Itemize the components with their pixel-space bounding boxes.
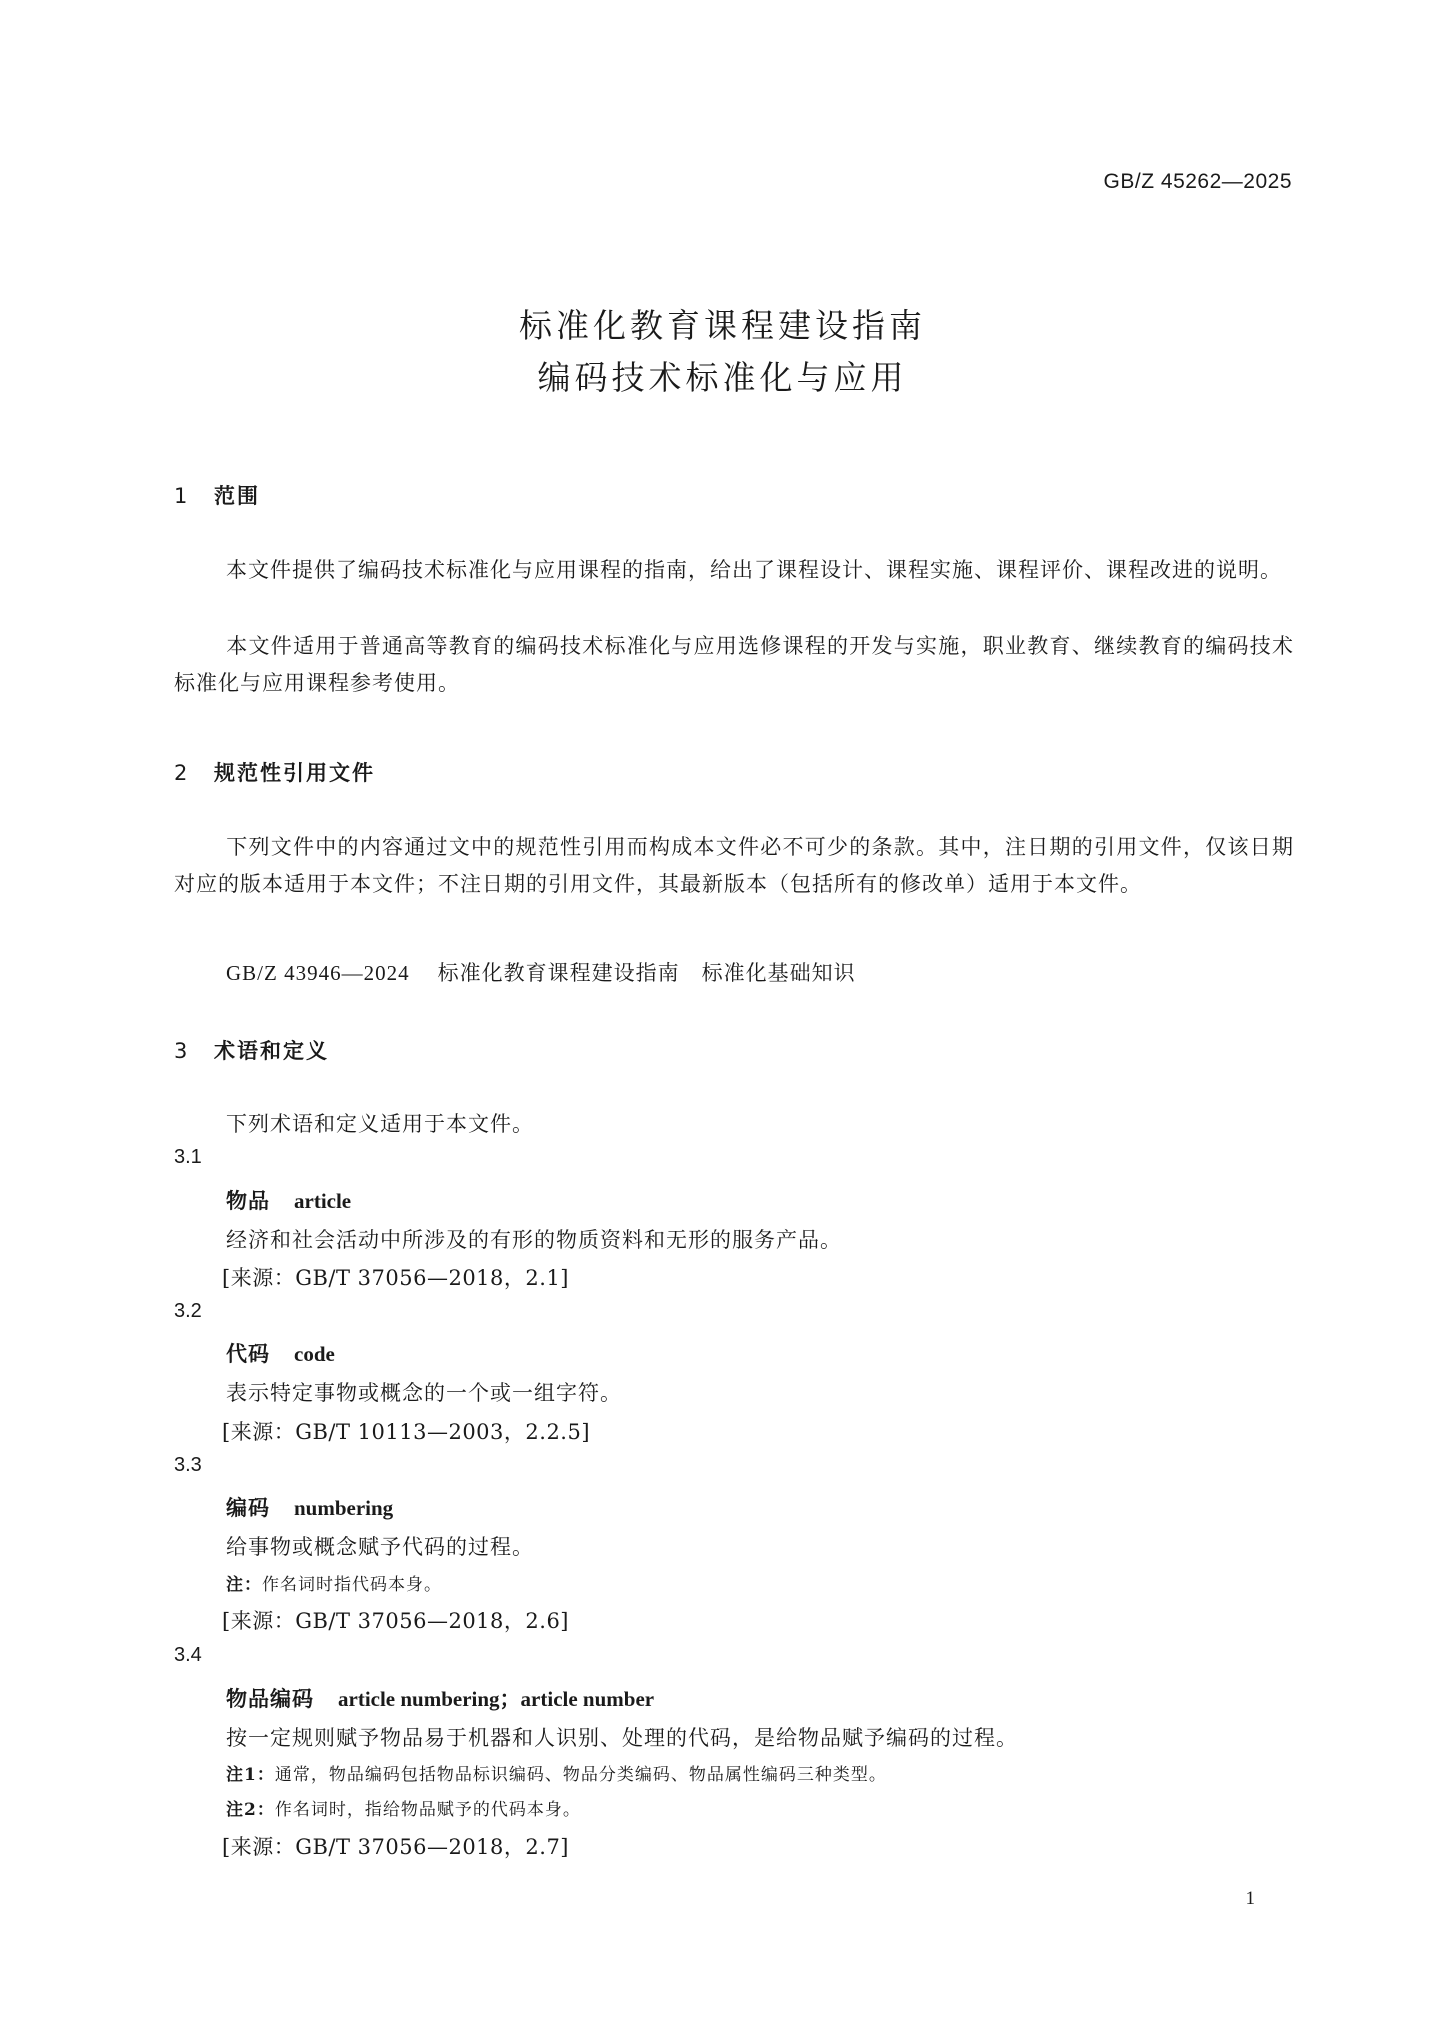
term-source: [来源：GB/T 37056—2018，2.7]	[222, 1835, 569, 1859]
note-label: 注2：	[226, 1800, 275, 1820]
section-title: 术语和定义	[214, 1039, 329, 1063]
term-entry	[226, 1492, 393, 1522]
section-1-paragraph-2	[174, 628, 1294, 702]
term-number: 3.3	[174, 1454, 202, 1476]
normative-reference	[226, 957, 856, 987]
term-definition: 给事物或概念赋予代码的过程。	[226, 1535, 534, 1559]
reference-code: GB/Z 43946—2024	[226, 961, 410, 985]
term-zh: 编码	[226, 1495, 270, 1520]
term-source: [来源：GB/T 37056—2018，2.1]	[222, 1266, 569, 1290]
term-number: 3.1	[174, 1146, 202, 1168]
section-number: 2	[174, 761, 190, 785]
paragraph-text: 本文件提供了编码技术标准化与应用课程的指南，给出了课程设计、课程实施、课程评价、课程改进的说明。	[226, 558, 1282, 582]
section-1-heading	[174, 480, 260, 510]
note-label: 注：	[226, 1575, 262, 1595]
paragraph-text: 下列文件中的内容通过文中的规范性引用而构成本文件必不可少的条款。其中，注日期的引用文件，仅该日期对应的版本适用于本文件；不注日期的引用文件，其最新版本（包括所有的修改单）适用于本文件。	[174, 835, 1294, 896]
note-text: 作名词时，指给物品赋予的代码本身。	[274, 1800, 581, 1820]
section-title: 范围	[214, 484, 260, 508]
term-source: [来源：GB/T 37056—2018，2.6]	[222, 1609, 569, 1633]
term-note	[226, 1570, 442, 1595]
term-entry	[226, 1683, 654, 1713]
standard-code: GB/Z 45262—2025	[1103, 170, 1292, 193]
term-note-2	[226, 1795, 581, 1820]
term-entry	[226, 1338, 335, 1368]
paragraph-text: 本文件适用于普通高等教育的编码技术标准化与应用选修课程的开发与实施，职业教育、继续教育的编码技术标准化与应用课程参考使用。	[174, 634, 1294, 695]
note-text: 作名词时指代码本身。	[262, 1575, 442, 1595]
reference-title: 标准化教育课程建设指南 标准化基础知识	[437, 961, 856, 985]
section-2-heading	[174, 757, 375, 787]
note-text: 通常，物品编码包括物品标识编码、物品分类编码、物品属性编码三种类型。	[274, 1765, 887, 1785]
section-3-intro: 下列术语和定义适用于本文件。	[226, 1112, 534, 1136]
term-number: 3.4	[174, 1644, 202, 1666]
term-zh: 物品编码	[226, 1686, 314, 1711]
section-2-paragraph-1	[174, 829, 1294, 903]
term-definition: 按一定规则赋予物品易于机器和人识别、处理的代码，是给物品赋予编码的过程。	[226, 1726, 1018, 1750]
term-en: article numbering；article number	[338, 1687, 655, 1711]
term-en: code	[294, 1342, 335, 1366]
page-number: 1	[1245, 1888, 1255, 1909]
section-3-heading	[174, 1035, 329, 1065]
term-entry	[226, 1185, 351, 1215]
term-note-1	[226, 1760, 887, 1785]
section-title: 规范性引用文件	[214, 761, 375, 785]
term-source: [来源：GB/T 10113—2003，2.2.5]	[222, 1420, 591, 1444]
term-number: 3.2	[174, 1300, 202, 1322]
note-label: 注1：	[226, 1765, 275, 1785]
section-number: 3	[174, 1039, 190, 1063]
section-1-paragraph-1	[174, 552, 1294, 589]
document-title-line2: 编码技术标准化与应用	[537, 358, 908, 397]
term-definition: 经济和社会活动中所涉及的有形的物质资料和无形的服务产品。	[226, 1228, 842, 1252]
term-definition: 表示特定事物或概念的一个或一组字符。	[226, 1381, 622, 1405]
section-number: 1	[174, 484, 190, 508]
term-en: article	[294, 1189, 352, 1213]
term-zh: 代码	[226, 1341, 270, 1366]
document-title-line1: 标准化教育课程建设指南	[519, 306, 926, 345]
term-en: numbering	[294, 1496, 394, 1520]
term-zh: 物品	[226, 1188, 270, 1213]
